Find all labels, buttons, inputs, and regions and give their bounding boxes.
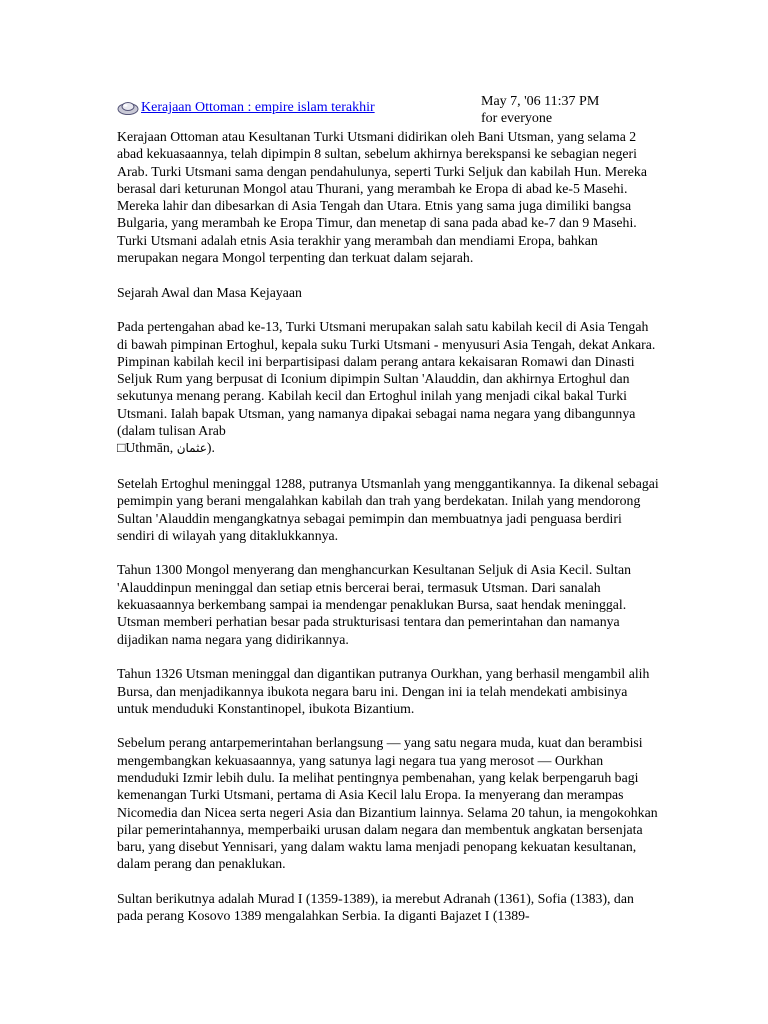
paragraph-intro: Kerajaan Ottoman atau Kesultanan Turki Utsmani didirikan oleh Bani Utsman, yang selama 2 abad kekuasaannya, telah dipimpin 8 sultan, sebelum akhirnya berekspansi ke sebagian negeri Arab. Turki Utsmani sama dengan pendahulunya, seperti Turki Seljuk dan kabilah Hun. Mereka berasal dari keturunan Mongol atau Thurani, yang merambah ke Eropa di abad ke-5 Masehi. Mereka lahir dan dibesarkan di Asia Tengah dan Utara. Etnis yang sama juga dimiliki bangsa Bulgaria, yang merambah ke Eropa Timur, dan menetap di sana pada abad ke-7 dan 9 Masehi. Turki Utsmani adalah etnis Asia terakhir yang merambah dan mendiami Eropa, bahkan merupakan negara Mongol terpenting dan terkuat dalam sejarah. <box>117 129 647 266</box>
post-header <box>117 99 375 117</box>
arabic-latin: □Uthmān, <box>117 440 177 456</box>
paragraph-1300: Tahun 1300 Mongol menyerang dan menghancurkan Kesultanan Seljuk di Asia Kecil. Sultan 'Alauddinpun meninggal dan setiap etnis bercerai berai, termasuk Utsman. Dari sanalah kekuasaannya berkembang sampai ia mendengar penaklukan Bursa, saat hendak meninggal. Utsman memberi perhatian besar pada strukturisasi tentara dan pemerintahan dan namanya dijadikan nama negara yang didirikannya. <box>117 562 632 647</box>
post-audience: for everyone <box>481 111 553 126</box>
post-meta <box>481 93 599 127</box>
paragraph-1326: Tahun 1326 Utsman meninggal dan digantikan putranya Ourkhan, yang berhasil mengambil alih Bursa, dan menjadikannya ibukota negara baru ini. Dengan ini ia telah mendekati ambisinya untuk menduduki Konstantinopel, ibukota Bizantium. <box>117 666 650 716</box>
section-heading: Sejarah Awal dan Masa Kejayaan <box>117 284 302 300</box>
paragraph-origins <box>117 318 662 457</box>
blog-post-icon <box>117 100 139 116</box>
paragraph-utsman: Setelah Ertoghul meninggal 1288, putranya Utsmanlah yang menggantikannya. Ia dikenal sebagai pemimpin yang berani mengalahkan kabilah dan trah yang berdekatan. Inilah yang mendorong Sultan 'Alauddin mengangkatnya sebagai pemimpin dan membuatnya jadi penguasa berdiri sendiri di wilayah yang ditaklukkannya. <box>117 475 659 543</box>
arabic-tail: ). <box>206 440 215 456</box>
post-title-link[interactable]: Kerajaan Ottoman : empire islam terakhir <box>141 100 375 115</box>
paragraph-ourkhan: Sebelum perang antarpemerintahan berlangsung — yang satu negara muda, kuat dan berambisi mengembangkan kekuasaannya, yang satunya lagi negara tua yang merosot — Ourkhan menduduki Izmir lebih dulu. Ia melihat pentingnya pembenahan, yang kelak berpengaruh bagi kemenangan Turki Utsmani, pertama di Asia Kecil lalu Eropa. Ia menyerang dan merampas Nicomedia dan Nicea serta negeri Asia dan Bizantium lainnya. Selama 20 tahun, ia mengokohkan pilar pemerintahannya, memperbaiki urusan dalam negara dan membentuk angkatan bersenjata baru, yang disebut Yennisari, yang dalam waktu lama menjadi penopang kekuatan kesultanan, dalam perang dan penaklukan. <box>117 735 658 872</box>
paragraph-murad: Sultan berikutnya adalah Murad I (1359-1389), ia merebut Adranah (1361), Sofia (1383), dan pada perang Kosovo 1389 mengalahkan Serbia. Ia diganti Bajazet I (1389- <box>117 891 634 924</box>
paragraph-origins-text: Pada pertengahan abad ke-13, Turki Utsmani merupakan salah satu kabilah kecil di Asia Tengah di bawah pimpinan Ertoghul, kepala suku Turki Utsmani - menyusuri Asia Tengah, dekat Ankara. Pimpinan kabilah kecil ini berpartisipasi dalam perang antara kekaisaran Romawi dan Dinasti Seljuk Rum yang berpusat di Iconium dipimpin Sultan 'Alauddin, dan akhirnya Ertoghul dan sekutunya menang perang. Kabilah kecil dan Ertoghul inilah yang menjadi cikal bakal Turki Utsmani. Ialah bapak Utsman, yang namanya dipakai sebagai nama negara yang dibangunnya (dalam tulisan Arab <box>117 319 656 439</box>
article-body <box>117 128 662 942</box>
post-date: May 7, '06 11:37 PM <box>481 94 600 109</box>
arabic-script: عثمان <box>176 441 207 456</box>
